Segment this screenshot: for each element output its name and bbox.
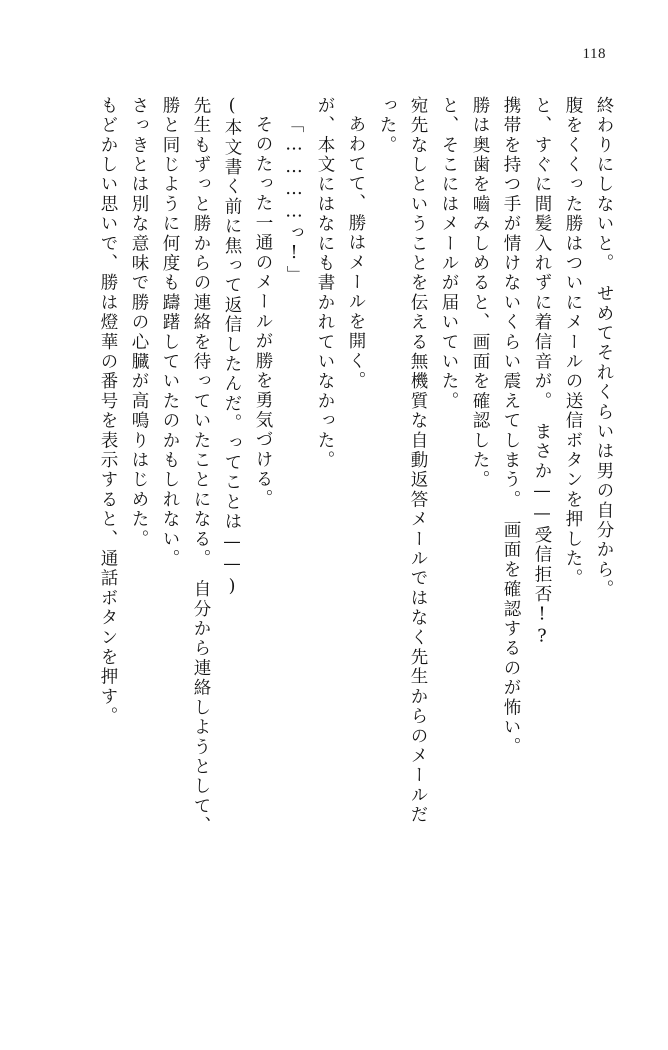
text-line: 勝と同じように何度も躊躇していたのかもしれない。 <box>160 96 180 569</box>
text-line: そのたった一通のメールが勝を勇気づける。 <box>253 115 273 509</box>
text-line: 携帯を持つ手が情けないくらい震えてしまう。 画面を確認するのが怖い。 <box>501 96 521 758</box>
text-line: 先生もずっと勝からの連絡を待っていたことになる。 自分から連絡しようとして、 <box>191 96 211 836</box>
text-line: 終わりにしないと。 せめてそれくらいは男の自分から。 <box>594 96 614 600</box>
text-line: と、すぐに間髪入れずに着信音が。 まさか——受信拒否!? <box>532 96 552 649</box>
text-line: 宛先なしということを伝える無機質な自動返答メールではなく先生からのメールだ <box>408 96 428 825</box>
text-line: さっきとは別な意味で勝の心臓が高鳴りはじめた。 <box>129 96 149 550</box>
text-line: 「…………っ!」 <box>284 115 304 286</box>
text-line: 勝は奥歯を嚙みしめると、画面を確認した。 <box>470 96 490 490</box>
text-line: あわてて、勝はメールを開く。 <box>346 115 366 391</box>
text-line: と、そこにはメールが届いていた。 <box>439 96 459 412</box>
text-line: が、本文にはなにも書かれていなかった。 <box>315 96 335 471</box>
text-line: った。 <box>377 96 397 156</box>
text-line: 腹をくくった勝はついにメールの送信ボタンを押した。 <box>563 96 583 589</box>
text-line: もどかしい思いで、勝は燈華の番号を表示すると、通話ボタンを押す。 <box>98 96 118 727</box>
page-number: 118 <box>582 46 606 62</box>
vertical-text-body <box>46 96 612 988</box>
text-line: (本文書く前に焦って返信したんだ。ってことは——) <box>222 96 242 599</box>
